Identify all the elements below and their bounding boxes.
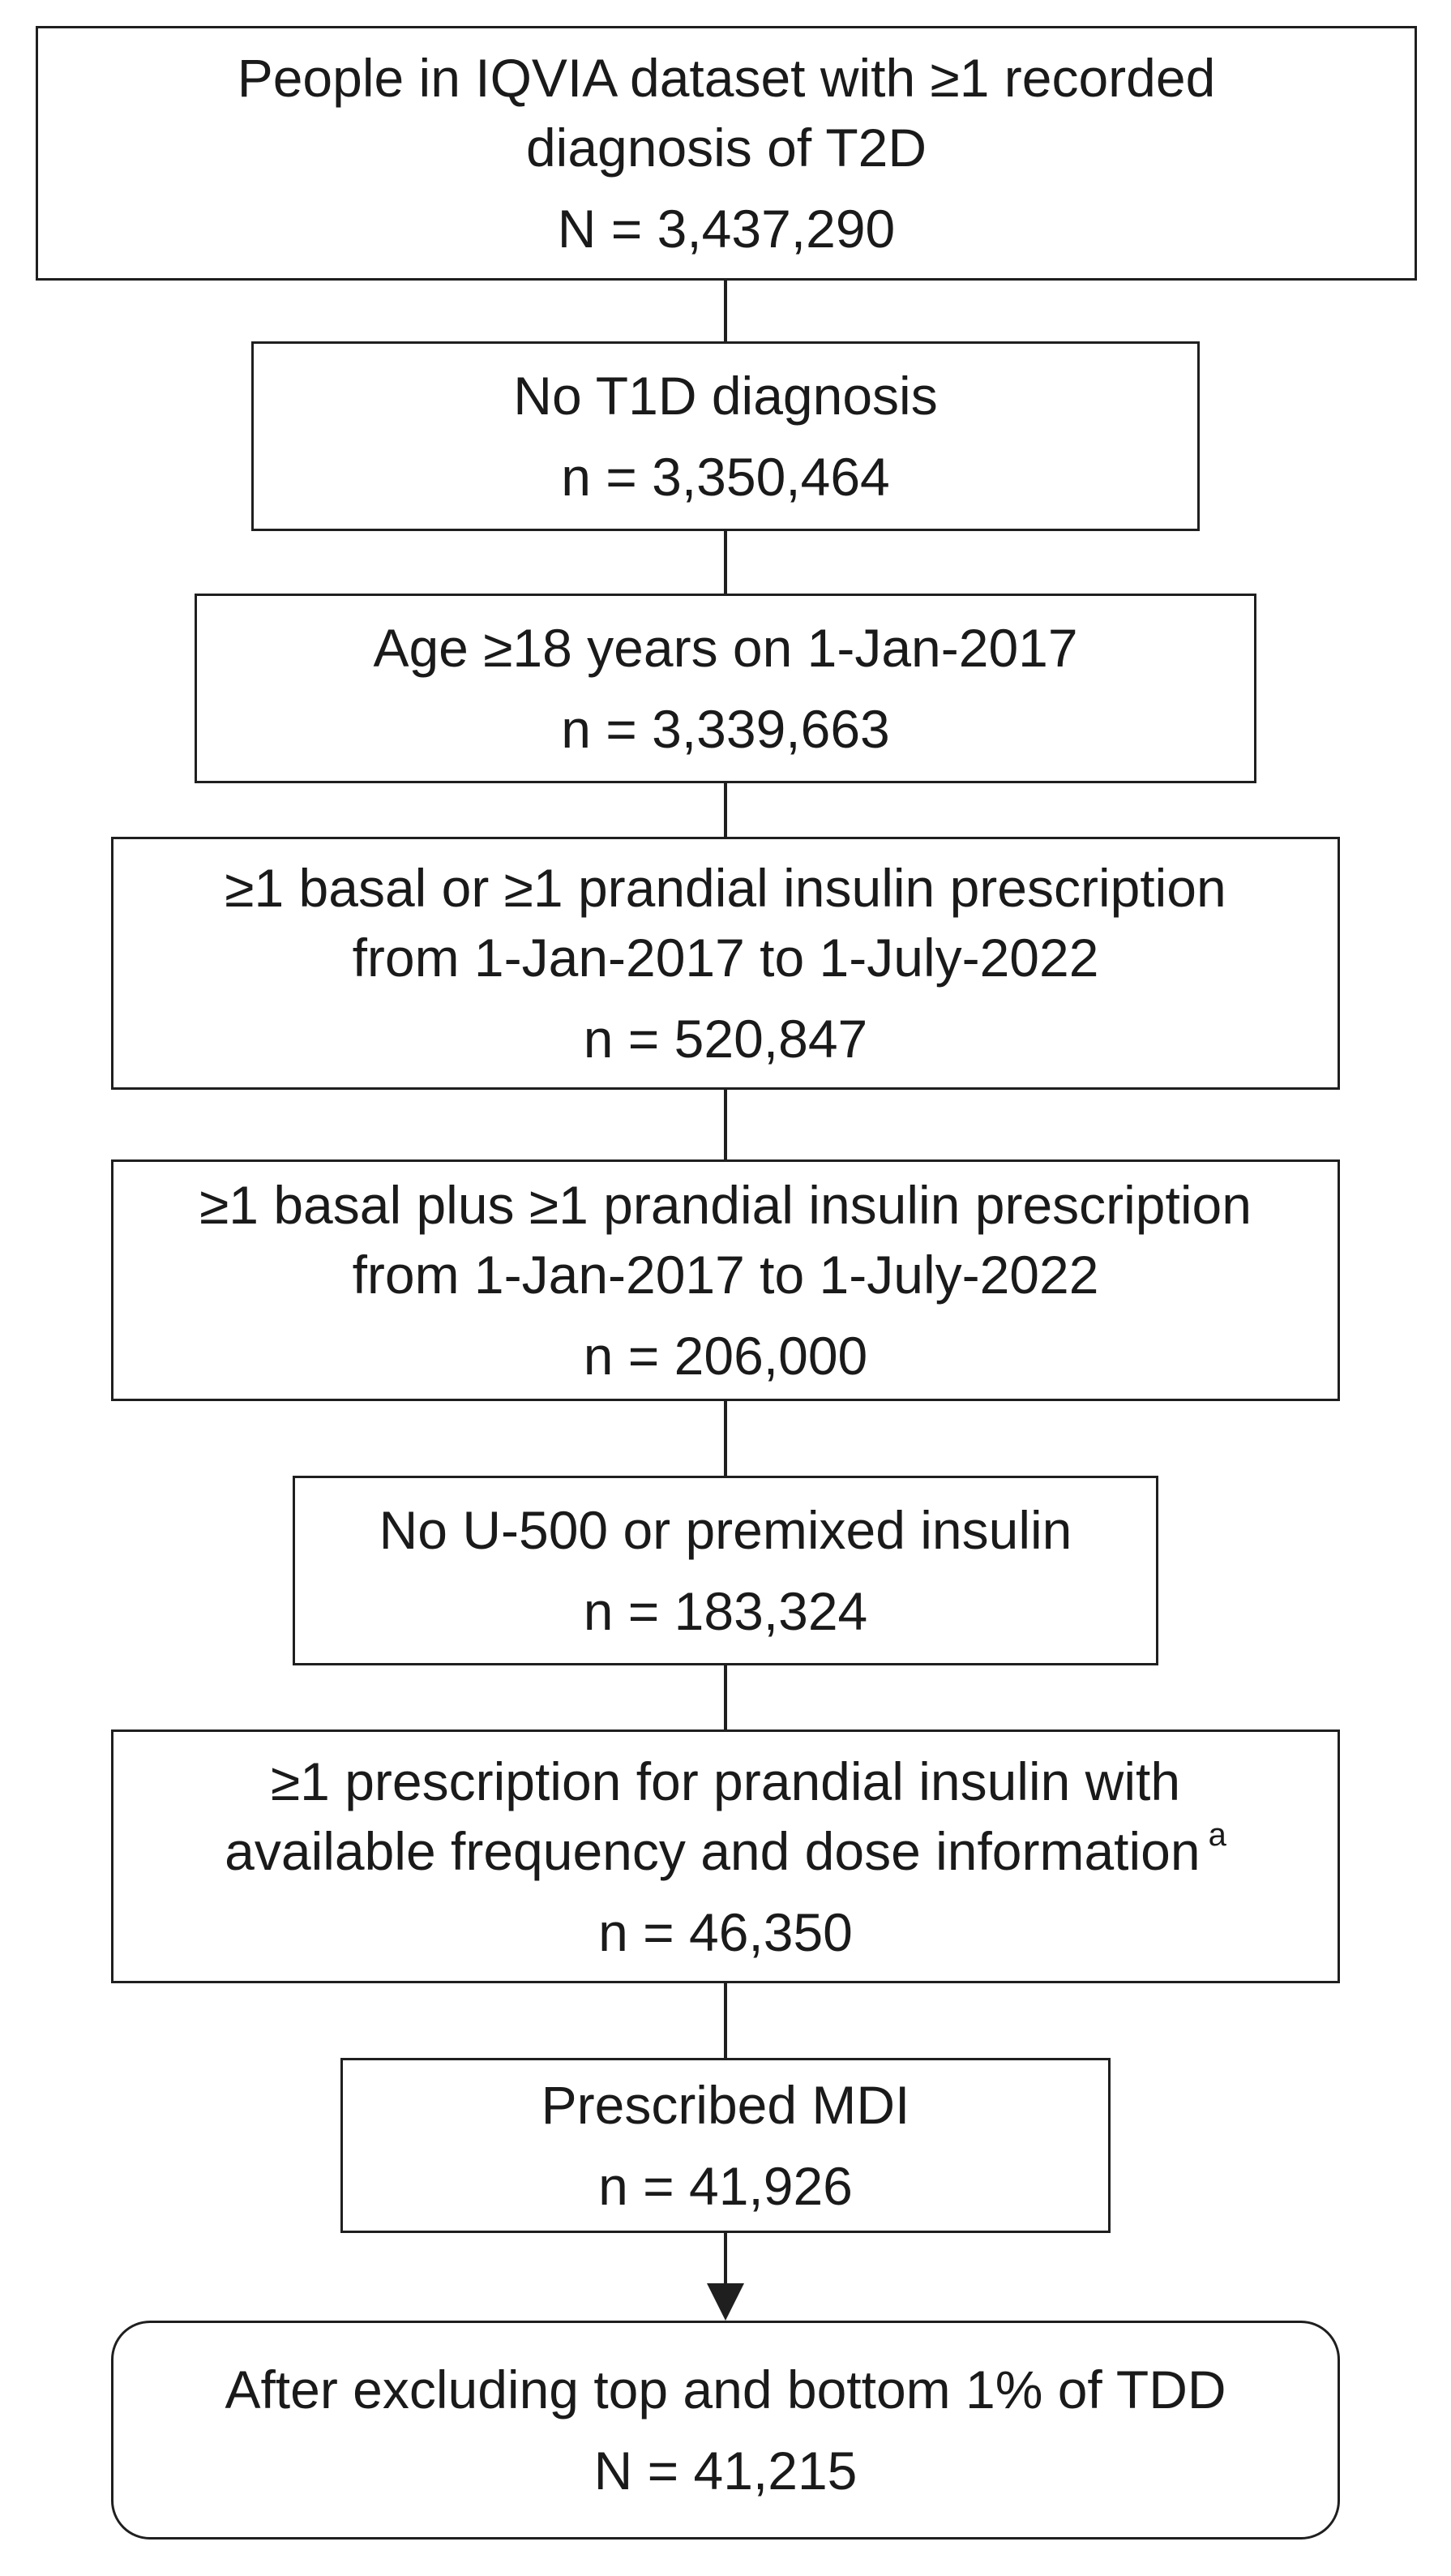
step-text-line: from 1-Jan-2017 to 1-July-2022 — [352, 1245, 1099, 1305]
step-age-box — [195, 594, 1256, 783]
connector-line — [724, 1665, 727, 1729]
step-text-line: from 1-Jan-2017 to 1-July-2022 — [352, 928, 1099, 988]
step-text-line: No T1D diagnosis — [513, 366, 938, 426]
step-dose-info-box — [111, 1729, 1340, 1983]
connector-line — [724, 1401, 727, 1476]
step-count: N = 41,215 — [593, 2441, 858, 2501]
step-text-line: ≥1 basal plus ≥1 prandial insulin prescription — [199, 1175, 1252, 1235]
step-text-line: ≥1 basal or ≥1 prandial insulin prescription — [225, 858, 1226, 918]
step-text-line-with-footnote — [225, 1816, 1226, 1886]
arrowhead-icon — [707, 2283, 744, 2321]
step-count: n = 41,926 — [598, 2156, 853, 2216]
step-no-u500-box — [293, 1476, 1158, 1665]
step-count: N = 3,437,290 — [557, 199, 896, 259]
step-count: n = 3,339,663 — [561, 699, 890, 759]
step-text-line: Age ≥18 years on 1-Jan-2017 — [373, 618, 1078, 678]
step-text-line: ≥1 prescription for prandial insulin with — [270, 1751, 1181, 1811]
connector-line — [724, 1983, 727, 2058]
step-count: n = 183,324 — [583, 1581, 868, 1641]
step-text-line: After excluding top and bottom 1% of TDD — [225, 2360, 1226, 2420]
connector-line — [724, 531, 727, 594]
footnote-marker: a — [1208, 1816, 1226, 1853]
step-count: n = 206,000 — [583, 1326, 868, 1386]
step-basal-or-prandial-box — [111, 837, 1340, 1090]
step-count: n = 3,350,464 — [561, 447, 890, 507]
step-count: n = 46,350 — [598, 1901, 853, 1962]
final-cohort-box — [111, 2321, 1340, 2540]
step-no-t1d-box — [251, 341, 1200, 531]
step-text-line: No U-500 or premixed insulin — [379, 1500, 1072, 1560]
connector-line — [724, 1090, 727, 1159]
connector-line — [724, 281, 727, 341]
connector-line — [724, 2233, 727, 2283]
step-t2d-diagnosis-box — [36, 26, 1417, 281]
step-text-line: People in IQVIA dataset with ≥1 recorded — [237, 48, 1216, 108]
step-text-line: diagnosis of T2D — [525, 118, 927, 178]
connector-line — [724, 783, 727, 837]
step-prescribed-mdi-box — [340, 2058, 1111, 2233]
step-text-line: Prescribed MDI — [541, 2075, 910, 2135]
step-count: n = 520,847 — [583, 1009, 868, 1069]
step-basal-plus-prandial-box — [111, 1159, 1340, 1401]
step-text-line: available frequency and dose information — [225, 1820, 1201, 1881]
